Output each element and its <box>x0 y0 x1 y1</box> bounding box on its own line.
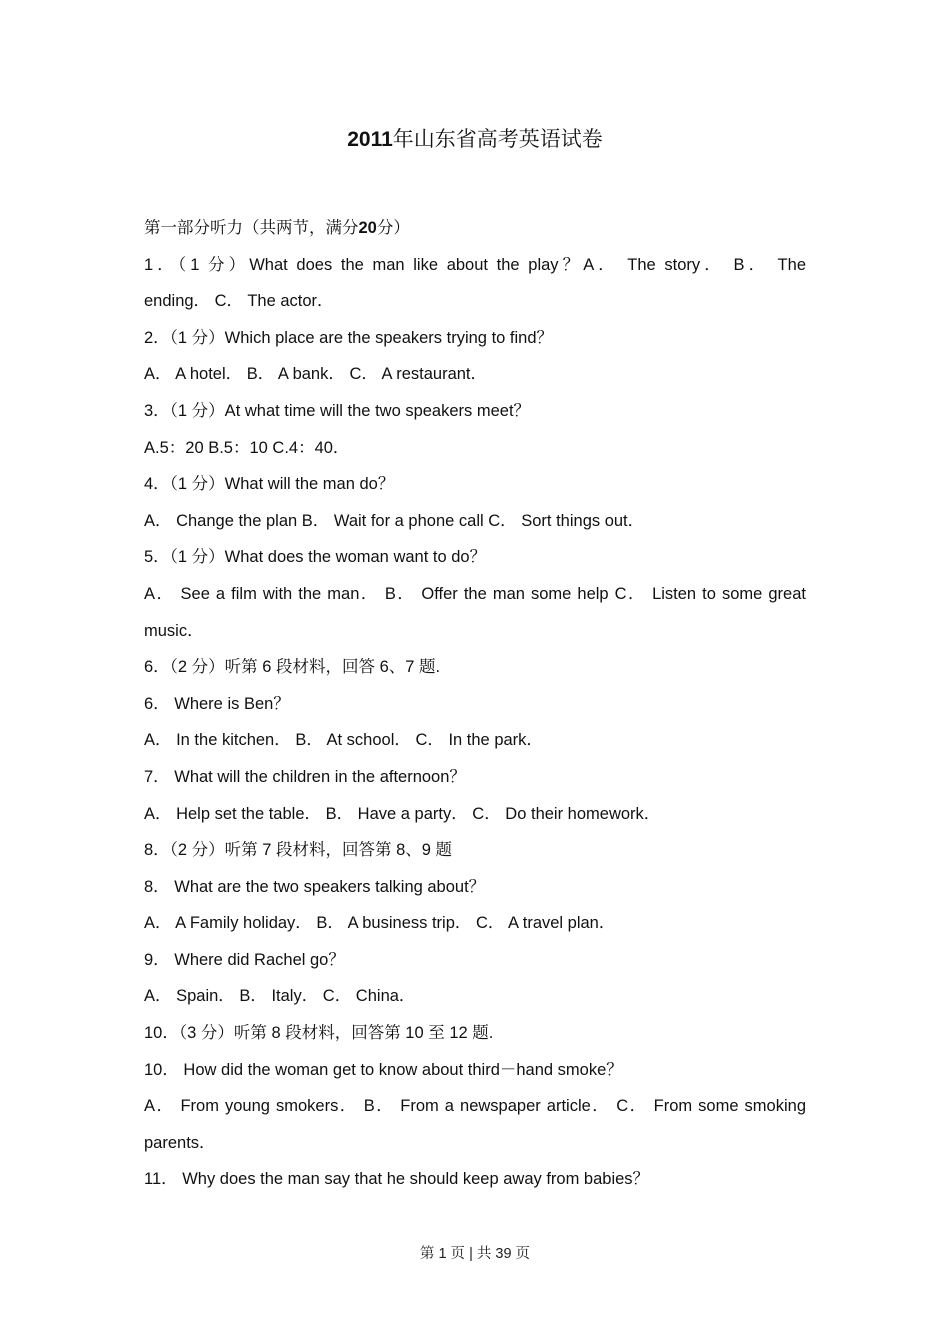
question-7-options: A． Help set the table． B． Have a party． C． Do their homework． <box>144 804 661 823</box>
question-1-cont: ending． C． The actor． <box>144 292 334 311</box>
question-body <box>144 210 806 1198</box>
question-9: 9． Where did Rachel go？ <box>144 950 345 969</box>
section-heading-suffix: 分） <box>376 219 410 237</box>
question-5-options: A． See a film with the man． B． Offer the man some help C． Listen to some great <box>144 584 806 603</box>
question-2: 2．（1 分）Which place are the speakers trying to find？ <box>144 328 554 347</box>
section-8-instruction: 10．（3 分）听第 8 段材料，回答第 10 至 12 题. <box>144 1024 494 1043</box>
section-score: 20 <box>358 219 377 237</box>
question-3: 3．（1 分）At what time will the two speakers meet？ <box>144 401 531 420</box>
question-4-options: A． Change the plan B． Wait for a phone call C． Sort things out． <box>144 511 645 530</box>
section-heading <box>144 210 806 247</box>
question-10-options: A． From young smokers． B． From a newspaper article． C． From some smoking <box>144 1097 806 1116</box>
question-5-options-cont: music． <box>144 621 204 640</box>
section-7-instruction: 8．（2 分）听第 7 段材料，回答第 8、9 题 <box>144 841 453 860</box>
question-7: 7． What will the children in the afternoon？ <box>144 767 466 786</box>
title-text: 年山东省高考英语试卷 <box>392 128 603 151</box>
question-8: 8． What are the two speakers talking about？ <box>144 877 486 896</box>
question-10-options-cont: parents． <box>144 1133 216 1152</box>
question-6-options: A． In the kitchen． B． At school． C． In the park． <box>144 731 543 750</box>
question-10: 10． How did the woman get to know about third－hand smoke？ <box>144 1060 623 1079</box>
question-8-options: A． A Family holiday． B． A business trip． C． A travel plan． <box>144 914 616 933</box>
question-11: 11． Why does the man say that he should keep away from babies？ <box>144 1170 650 1189</box>
question-1: 1．（1 分）What does the man like about the play？A． The story． B． The <box>144 255 806 274</box>
question-9-options: A． Spain． B． Italy． C． China． <box>144 987 416 1006</box>
question-4: 4．（1 分）What will the man do？ <box>144 475 395 494</box>
question-5: 5．（1 分）What does the woman want to do？ <box>144 548 487 567</box>
question-2-options: A． A hotel． B． A bank． C． A restaurant． <box>144 365 488 384</box>
question-6: 6． Where is Ben？ <box>144 694 290 713</box>
page-title <box>0 124 950 156</box>
title-year: 2011 <box>347 128 393 151</box>
section-heading-prefix: 第一部分听力（共两节，满分 <box>144 219 359 237</box>
question-3-options: A.5：20 B.5：10 C.4：40． <box>144 438 350 457</box>
section-6-instruction: 6．（2 分）听第 6 段材料，回答 6、7 题. <box>144 658 441 677</box>
page-footer: 第 1 页 | 共 39 页 <box>419 1246 531 1262</box>
